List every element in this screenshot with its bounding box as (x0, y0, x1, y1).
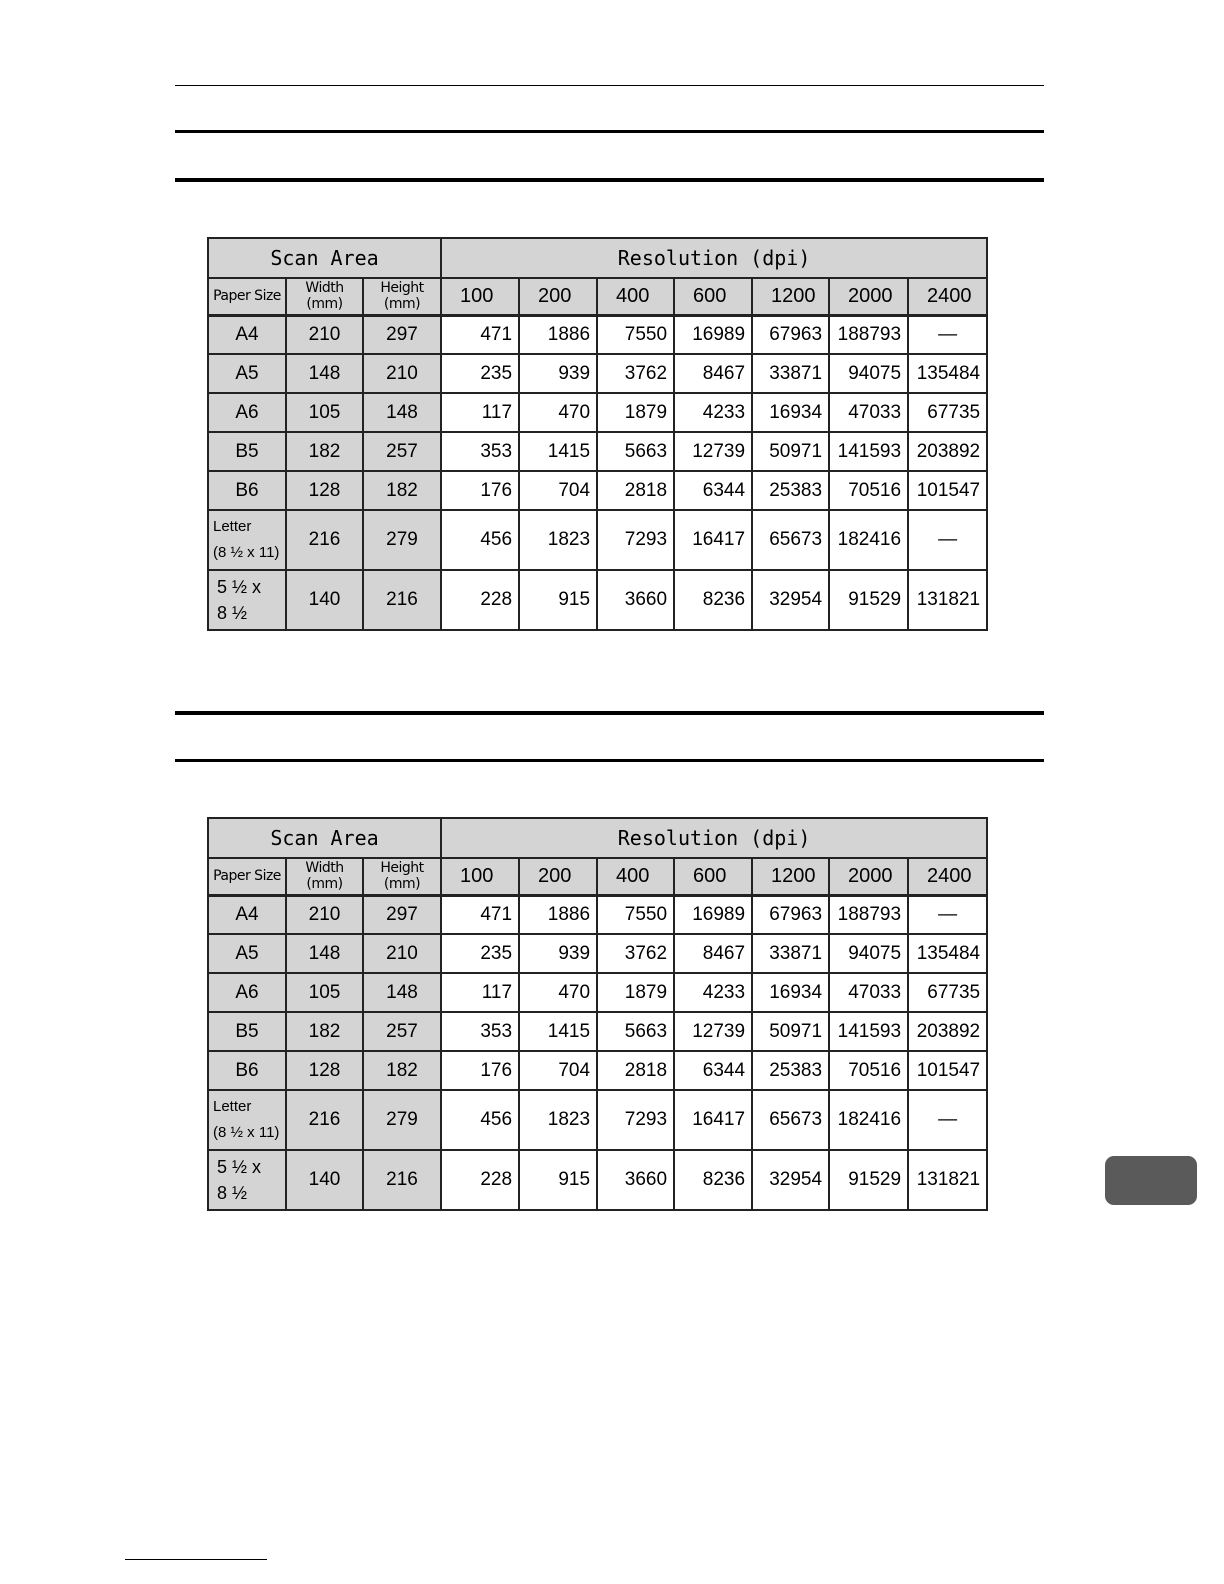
value-cell: 70516 (829, 471, 908, 510)
value-cell: 7293 (597, 510, 674, 570)
value-cell: 91529 (829, 1150, 908, 1210)
paper-size-line: 8 ½ (217, 603, 248, 623)
paper-size-cell: B5 (208, 432, 286, 471)
height-header: Height (mm) (363, 278, 441, 315)
width-cell: 105 (286, 393, 363, 432)
table-row (208, 1150, 987, 1210)
value-cell: 70516 (829, 1051, 908, 1090)
width-cell: 210 (286, 315, 363, 354)
value-cell: 5663 (597, 1012, 674, 1051)
height-cell: 148 (363, 973, 441, 1012)
value-cell: 67735 (908, 973, 987, 1012)
value-cell: 203892 (908, 1012, 987, 1051)
value-cell: 8467 (674, 934, 752, 973)
chapter-tab (1105, 1156, 1197, 1205)
value-cell: 94075 (829, 934, 908, 973)
value-cell: 101547 (908, 1051, 987, 1090)
value-cell: 3660 (597, 1150, 674, 1210)
value-cell: 101547 (908, 471, 987, 510)
value-cell: 4233 (674, 393, 752, 432)
table-row (208, 1012, 987, 1051)
value-cell: 704 (519, 471, 597, 510)
height-cell: 257 (363, 1012, 441, 1051)
paper-size-cell: B6 (208, 471, 286, 510)
value-cell: 704 (519, 1051, 597, 1090)
section-rule-bottom (175, 178, 1044, 182)
dpi-header: 400 (597, 858, 674, 895)
scan-area-header: Scan Area (208, 238, 441, 278)
value-cell: 939 (519, 934, 597, 973)
width-header: Width (mm) (286, 858, 363, 895)
paper-size-line: 5 ½ x (217, 577, 262, 597)
paper-size-cell (208, 1090, 286, 1150)
value-cell: 939 (519, 354, 597, 393)
width-header: Width (mm) (286, 278, 363, 315)
paper-size-cell: B5 (208, 1012, 286, 1051)
table-row (208, 973, 987, 1012)
value-cell: 8467 (674, 354, 752, 393)
height-cell: 182 (363, 471, 441, 510)
value-cell: — (908, 510, 987, 570)
value-cell: 65673 (752, 510, 829, 570)
value-cell: 470 (519, 973, 597, 1012)
dpi-header: 600 (674, 278, 752, 315)
value-cell: 131821 (908, 570, 987, 630)
paper-size-header: Paper Size (208, 858, 286, 895)
width-cell: 210 (286, 895, 363, 934)
value-cell: 131821 (908, 1150, 987, 1210)
scan-area-table-1 (207, 237, 988, 631)
height-cell: 216 (363, 1150, 441, 1210)
paper-size-line: (8 ½ x 11) (213, 544, 280, 561)
value-cell: 32954 (752, 1150, 829, 1210)
value-cell: 16934 (752, 973, 829, 1012)
value-cell: — (908, 895, 987, 934)
width-cell: 148 (286, 354, 363, 393)
paper-size-cell: A4 (208, 895, 286, 934)
value-cell: 353 (441, 1012, 519, 1051)
table-row (208, 895, 987, 934)
dpi-header: 200 (519, 278, 597, 315)
value-cell: 47033 (829, 973, 908, 1012)
table-row (208, 354, 987, 393)
value-cell: 471 (441, 315, 519, 354)
height-cell: 210 (363, 354, 441, 393)
table-row (208, 934, 987, 973)
value-cell: 16417 (674, 1090, 752, 1150)
value-cell: 94075 (829, 354, 908, 393)
value-cell: 135484 (908, 354, 987, 393)
value-cell: 188793 (829, 895, 908, 934)
height-cell: 297 (363, 895, 441, 934)
height-cell: 210 (363, 934, 441, 973)
value-cell: 16989 (674, 315, 752, 354)
section-rule-bottom (175, 759, 1044, 762)
table-row (208, 1090, 987, 1150)
height-cell: 257 (363, 432, 441, 471)
dpi-header: 2000 (829, 278, 908, 315)
resolution-header: Resolution (dpi) (441, 818, 987, 858)
value-cell: 1415 (519, 1012, 597, 1051)
value-cell: 228 (441, 1150, 519, 1210)
section-rule-top (175, 130, 1044, 133)
value-cell: 33871 (752, 934, 829, 973)
value-cell: 176 (441, 1051, 519, 1090)
width-cell: 216 (286, 1090, 363, 1150)
dpi-header: 200 (519, 858, 597, 895)
paper-size-cell: A6 (208, 973, 286, 1012)
value-cell: 4233 (674, 973, 752, 1012)
value-cell: 65673 (752, 1090, 829, 1150)
paper-size-header: Paper Size (208, 278, 286, 315)
value-cell: 25383 (752, 471, 829, 510)
value-cell: — (908, 315, 987, 354)
scan-area-table-2 (207, 817, 988, 1211)
value-cell: 12739 (674, 432, 752, 471)
value-cell: 1886 (519, 895, 597, 934)
value-cell: 182416 (829, 1090, 908, 1150)
height-cell: 182 (363, 1051, 441, 1090)
value-cell: 188793 (829, 315, 908, 354)
paper-size-cell (208, 1150, 286, 1210)
resolution-header: Resolution (dpi) (441, 238, 987, 278)
header-rule (175, 85, 1044, 86)
value-cell: 235 (441, 354, 519, 393)
value-cell: 1886 (519, 315, 597, 354)
value-cell: 3762 (597, 354, 674, 393)
height-cell: 216 (363, 570, 441, 630)
height-cell: 279 (363, 510, 441, 570)
paper-size-line: (8 ½ x 11) (213, 1124, 280, 1141)
value-cell: 67963 (752, 315, 829, 354)
dpi-header: 100 (441, 858, 519, 895)
value-cell: 2818 (597, 1051, 674, 1090)
value-cell: 67963 (752, 895, 829, 934)
dpi-header: 100 (441, 278, 519, 315)
width-cell: 105 (286, 973, 363, 1012)
value-cell: 91529 (829, 570, 908, 630)
value-cell: 25383 (752, 1051, 829, 1090)
width-cell: 148 (286, 934, 363, 973)
value-cell: 456 (441, 1090, 519, 1150)
section-rule-top (175, 711, 1044, 715)
value-cell: 47033 (829, 393, 908, 432)
paper-size-cell: A6 (208, 393, 286, 432)
value-cell: 6344 (674, 471, 752, 510)
value-cell: 33871 (752, 354, 829, 393)
value-cell: 8236 (674, 1150, 752, 1210)
paper-size-cell: B6 (208, 1051, 286, 1090)
paper-size-line: 8 ½ (217, 1183, 248, 1203)
value-cell: 8236 (674, 570, 752, 630)
value-cell: 1415 (519, 432, 597, 471)
width-cell: 128 (286, 1051, 363, 1090)
value-cell: 235 (441, 934, 519, 973)
value-cell: 1879 (597, 393, 674, 432)
scan-area-header: Scan Area (208, 818, 441, 858)
paper-size-cell: A4 (208, 315, 286, 354)
value-cell: 16934 (752, 393, 829, 432)
value-cell: 141593 (829, 1012, 908, 1051)
value-cell: 176 (441, 471, 519, 510)
value-cell: 915 (519, 1150, 597, 1210)
value-cell: 117 (441, 393, 519, 432)
value-cell: 5663 (597, 432, 674, 471)
footnote-rule (125, 1559, 267, 1560)
value-cell: 353 (441, 432, 519, 471)
value-cell: 16417 (674, 510, 752, 570)
value-cell: 915 (519, 570, 597, 630)
height-cell: 297 (363, 315, 441, 354)
value-cell: 1823 (519, 1090, 597, 1150)
value-cell: 6344 (674, 1051, 752, 1090)
width-cell: 128 (286, 471, 363, 510)
paper-size-cell: A5 (208, 354, 286, 393)
paper-size-line: Letter (213, 1098, 252, 1115)
value-cell: 50971 (752, 1012, 829, 1051)
dpi-header: 2400 (908, 858, 987, 895)
value-cell: 203892 (908, 432, 987, 471)
dpi-header: 1200 (752, 858, 829, 895)
paper-size-line: Letter (213, 518, 252, 535)
value-cell: 182416 (829, 510, 908, 570)
height-header: Height (mm) (363, 858, 441, 895)
value-cell: 3660 (597, 570, 674, 630)
paper-size-cell (208, 570, 286, 630)
value-cell: 1823 (519, 510, 597, 570)
dpi-header: 2000 (829, 858, 908, 895)
value-cell: — (908, 1090, 987, 1150)
dpi-header: 400 (597, 278, 674, 315)
width-cell: 182 (286, 1012, 363, 1051)
table-row (208, 510, 987, 570)
value-cell: 7550 (597, 315, 674, 354)
table-row (208, 471, 987, 510)
value-cell: 471 (441, 895, 519, 934)
value-cell: 67735 (908, 393, 987, 432)
value-cell: 2818 (597, 471, 674, 510)
value-cell: 7293 (597, 1090, 674, 1150)
paper-size-cell (208, 510, 286, 570)
height-cell: 148 (363, 393, 441, 432)
dpi-header: 2400 (908, 278, 987, 315)
value-cell: 12739 (674, 1012, 752, 1051)
width-cell: 182 (286, 432, 363, 471)
table-row (208, 1051, 987, 1090)
width-cell: 140 (286, 570, 363, 630)
value-cell: 456 (441, 510, 519, 570)
value-cell: 32954 (752, 570, 829, 630)
dpi-header: 600 (674, 858, 752, 895)
value-cell: 7550 (597, 895, 674, 934)
value-cell: 135484 (908, 934, 987, 973)
width-cell: 216 (286, 510, 363, 570)
value-cell: 117 (441, 973, 519, 1012)
table-row (208, 570, 987, 630)
value-cell: 470 (519, 393, 597, 432)
dpi-header: 1200 (752, 278, 829, 315)
width-cell: 140 (286, 1150, 363, 1210)
value-cell: 1879 (597, 973, 674, 1012)
value-cell: 50971 (752, 432, 829, 471)
table-row (208, 315, 987, 354)
value-cell: 228 (441, 570, 519, 630)
value-cell: 16989 (674, 895, 752, 934)
paper-size-cell: A5 (208, 934, 286, 973)
paper-size-line: 5 ½ x (217, 1157, 262, 1177)
height-cell: 279 (363, 1090, 441, 1150)
table-row (208, 393, 987, 432)
value-cell: 3762 (597, 934, 674, 973)
table-row (208, 432, 987, 471)
value-cell: 141593 (829, 432, 908, 471)
